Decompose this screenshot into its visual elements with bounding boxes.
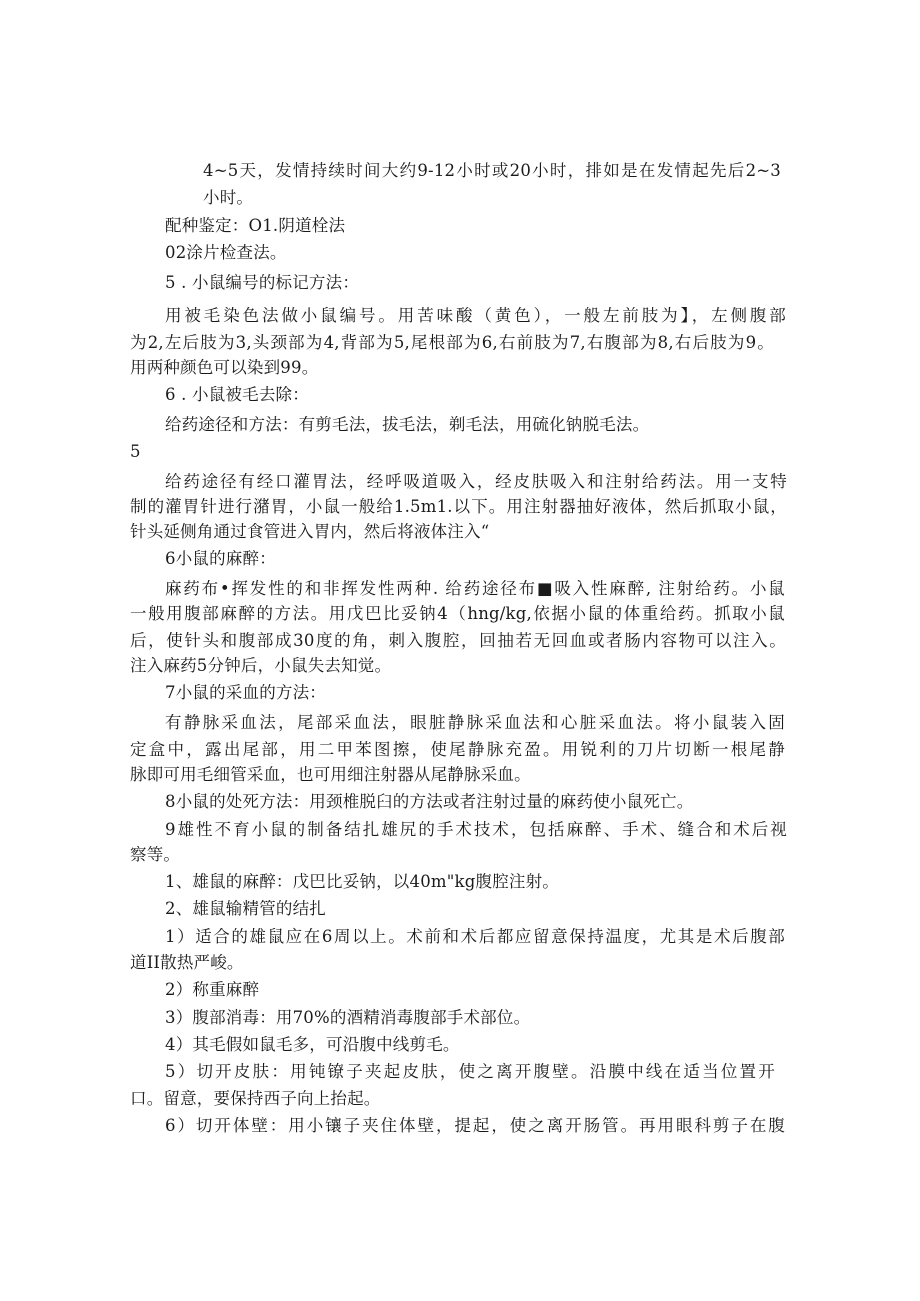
text-line: 3）腹部消毒：用70%的酒精消毒腹部手术部位。 [165,1008,531,1027]
text-line: 察等。 [130,845,181,864]
section-heading: 7小鼠的采血的方法： [165,683,326,702]
text-line: 口。留意，要保持西子向上抬起。 [130,1089,381,1108]
text-line: 1）适合的雄鼠应在6周以上。术前和术后都应留意保持温度，尤其是术后腹部 [165,927,785,946]
text-line: 2、雄鼠输精管的结扎 [165,899,326,918]
text-line: 1、雄鼠的麻醉：戊巴比妥钠，以40m"kg腹腔注射。 [165,872,559,891]
text-line: 4~5天，发情持续时间大约9-12小时或20小时，排如是在发情起先后2~3 [203,161,781,180]
text-line: 6）切开体壁：用小镶子夹住体壁，提起，使之离开肠管。再用眼科剪子在腹 [165,1116,785,1135]
text-line: 9雄性不育小鼠的制备结扎雄尻的手术技术，包括麻醉、手术、缝合和术后视 [165,820,787,839]
text-line: 有静脉采血法，尾部采血法，眼脏静脉采血法和心脏采血法。将小鼠装入固 [165,713,785,732]
text-line: 针头延侧角通过食管进入胃内，然后将液体注入“ [130,522,490,541]
text-line: 02涂片检查法。 [165,243,287,262]
text-line: 为2,左后肢为3,头颈部为4,背部为5,尾根部为6,右前肢为7,右腹部为8,右后肢为9。 [130,333,774,352]
section-heading: 8小鼠的处死方法：用颈椎脱臼的方法或者注射过量的麻药使小鼠死亡。 [165,792,694,811]
text-line: 一般用腹部麻醉的方法。用戊巴比妥钠4（hng/kg,依据小鼠的体重给药。抓取小鼠 [130,604,785,623]
text-line: 给药途径和方法：有剪毛法，拔毛法，剃毛法，用硫化钠脱毛法。 [165,415,650,434]
text-line: 小时。 [203,188,254,207]
text-line: 2）称重麻醉 [165,980,260,999]
text-line: 5）切开皮肤：用钝镣子夹起皮肤，使之离开腹壁。沿膜中线在适当位置开 [165,1062,775,1081]
section-number: 5 [130,442,141,461]
text-line: 道II散热严峻。 [130,953,244,972]
text-line: 注入麻药5分钟后，小鼠失去知觉。 [130,656,392,675]
text-line: 麻药布•挥发性的和非挥发性两种. 给药途径布■吸入性麻醉, 注射给药。小鼠 [165,579,785,598]
section-heading: 6 . 小鼠被毛去除： [165,385,309,404]
text-line: 制的灌胃针进行潴胃，小鼠一般给1.5m1.以下。用注射器抽好液体，然后抓取小鼠， [130,497,787,516]
text-line: 用被毛染色法做小鼠编号。用苦味酸（黄色），一般左前肢为】，左侧腹部 [165,306,786,325]
text-line: 给药途径有经口灌胃法，经呼吸道吸入，经皮肤吸入和注射给药法。用一支特 [165,472,787,491]
text-line: 用两种颜色可以染到99。 [130,358,319,377]
text-line: 配种鉴定：O1.阴道栓法 [165,216,346,235]
text-line: 4）其毛假如鼠毛多，可沿腹中线剪毛。 [165,1035,460,1054]
section-heading: 6小鼠的麻醉： [165,549,276,568]
text-line: 后，使针头和腹部成30度的角，刺入腹腔，回抽若无回血或者肠内容物可以注入。 [130,631,786,650]
text-line: 定盒中，露出尾部，用二甲苯图擦，使尾静脉充盈。用锐利的刀片切断一根尾静 [130,740,785,759]
section-heading: 5 . 小鼠编号的标记方法： [165,273,360,292]
text-line: 脉即可用毛细管采血，也可用细注射器从尾静脉采血。 [130,765,531,784]
